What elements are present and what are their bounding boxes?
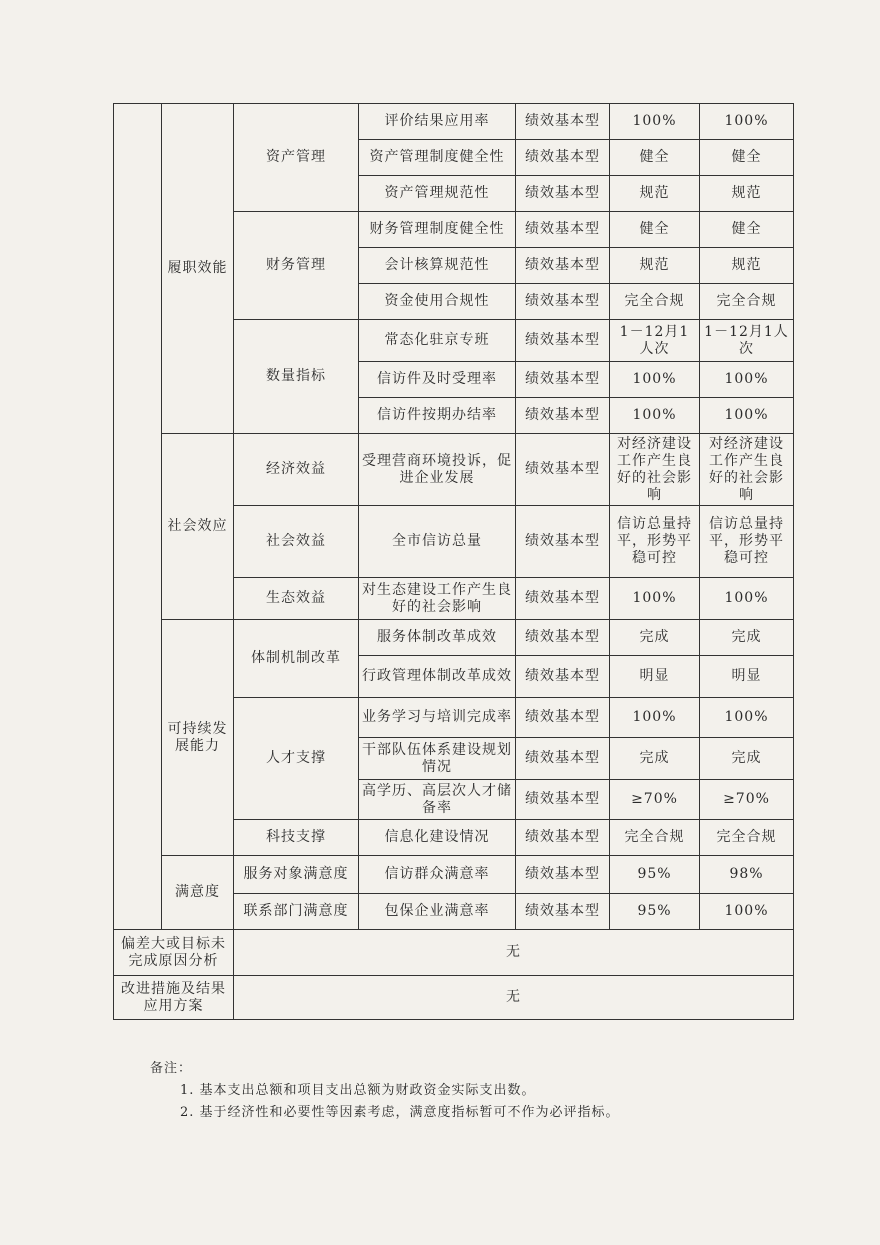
type-cell: 绩效基本型 — [516, 398, 610, 434]
level3-cell: 经济效益 — [234, 434, 359, 506]
type-cell: 绩效基本型 — [516, 506, 610, 578]
target-cell: 100% — [610, 698, 700, 738]
table-row — [114, 620, 794, 656]
level3-cell: 社会效益 — [234, 506, 359, 578]
level3-cell: 生态效益 — [234, 578, 359, 620]
target-cell: 明显 — [610, 656, 700, 698]
indicator-cell: 行政管理体制改革成效 — [359, 656, 516, 698]
deviation-value: 无 — [234, 930, 794, 976]
level3-cell: 人才支撑 — [234, 698, 359, 820]
type-cell: 绩效基本型 — [516, 104, 610, 140]
level3-cell: 服务对象满意度 — [234, 856, 359, 894]
indicator-cell: 干部队伍体系建设规划情况 — [359, 738, 516, 780]
target-cell: 100% — [610, 362, 700, 398]
actual-cell: 健全 — [700, 212, 794, 248]
target-cell: ≥70% — [610, 780, 700, 820]
actual-cell: 健全 — [700, 140, 794, 176]
indicator-cell: 信访件按期办结率 — [359, 398, 516, 434]
indicator-cell: 高学历、高层次人才储备率 — [359, 780, 516, 820]
actual-cell: 完成 — [700, 738, 794, 780]
target-cell: 100% — [610, 104, 700, 140]
target-cell: 95% — [610, 856, 700, 894]
target-cell: 95% — [610, 894, 700, 930]
indicator-cell: 资产管理规范性 — [359, 176, 516, 212]
actual-cell: 信访总量持平，形势平稳可控 — [700, 506, 794, 578]
target-cell: 规范 — [610, 248, 700, 284]
level3-cell: 财务管理 — [234, 212, 359, 320]
actual-cell: 100% — [700, 698, 794, 738]
type-cell: 绩效基本型 — [516, 780, 610, 820]
type-cell: 绩效基本型 — [516, 656, 610, 698]
type-cell: 绩效基本型 — [516, 248, 610, 284]
type-cell: 绩效基本型 — [516, 284, 610, 320]
indicator-cell: 常态化驻京专班 — [359, 320, 516, 362]
actual-cell: 98% — [700, 856, 794, 894]
actual-cell: 100% — [700, 398, 794, 434]
type-cell: 绩效基本型 — [516, 820, 610, 856]
target-cell: 对经济建设工作产生良好的社会影响 — [610, 434, 700, 506]
level2-cell: 履职效能 — [162, 104, 234, 434]
type-cell: 绩效基本型 — [516, 856, 610, 894]
actual-cell: 100% — [700, 894, 794, 930]
type-cell: 绩效基本型 — [516, 434, 610, 506]
table-row — [114, 856, 794, 894]
table-row — [114, 104, 794, 140]
indicator-cell: 业务学习与培训完成率 — [359, 698, 516, 738]
actual-cell: 1－12月1人次 — [700, 320, 794, 362]
actual-cell: 对经济建设工作产生良好的社会影响 — [700, 434, 794, 506]
type-cell: 绩效基本型 — [516, 578, 610, 620]
type-cell: 绩效基本型 — [516, 362, 610, 398]
deviation-row — [114, 930, 794, 976]
level2-cell: 社会效应 — [162, 434, 234, 620]
type-cell: 绩效基本型 — [516, 894, 610, 930]
target-cell: 100% — [610, 398, 700, 434]
target-cell: 信访总量持平，形势平稳可控 — [610, 506, 700, 578]
indicator-cell: 信访群众满意率 — [359, 856, 516, 894]
indicator-cell: 资金使用合规性 — [359, 284, 516, 320]
target-cell: 健全 — [610, 212, 700, 248]
target-cell: 1－12月1人次 — [610, 320, 700, 362]
actual-cell: 100% — [700, 362, 794, 398]
target-cell: 完全合规 — [610, 820, 700, 856]
improvement-row — [114, 976, 794, 1020]
improvement-label: 改进措施及结果应用方案 — [114, 976, 234, 1020]
type-cell: 绩效基本型 — [516, 320, 610, 362]
type-cell: 绩效基本型 — [516, 176, 610, 212]
table-row — [114, 434, 794, 506]
indicator-cell: 信息化建设情况 — [359, 820, 516, 856]
target-cell: 完全合规 — [610, 284, 700, 320]
target-cell: 健全 — [610, 140, 700, 176]
actual-cell: 完全合规 — [700, 820, 794, 856]
target-cell: 完成 — [610, 738, 700, 780]
level3-cell: 科技支撑 — [234, 820, 359, 856]
indicator-cell: 财务管理制度健全性 — [359, 212, 516, 248]
level1-cell — [114, 104, 162, 930]
type-cell: 绩效基本型 — [516, 140, 610, 176]
actual-cell: 完全合规 — [700, 284, 794, 320]
indicator-cell: 对生态建设工作产生良好的社会影响 — [359, 578, 516, 620]
indicator-cell: 评价结果应用率 — [359, 104, 516, 140]
level3-cell: 联系部门满意度 — [234, 894, 359, 930]
level2-cell: 可持续发展能力 — [162, 620, 234, 856]
actual-cell: 明显 — [700, 656, 794, 698]
notes — [150, 1058, 620, 1124]
level2-cell: 满意度 — [162, 856, 234, 930]
indicator-cell: 会计核算规范性 — [359, 248, 516, 284]
type-cell: 绩效基本型 — [516, 620, 610, 656]
indicator-cell: 包保企业满意率 — [359, 894, 516, 930]
level3-cell: 数量指标 — [234, 320, 359, 434]
indicator-cell: 信访件及时受理率 — [359, 362, 516, 398]
notes-title: 备注： — [150, 1061, 193, 1076]
actual-cell: 规范 — [700, 176, 794, 212]
type-cell: 绩效基本型 — [516, 698, 610, 738]
target-cell: 完成 — [610, 620, 700, 656]
actual-cell: ≥70% — [700, 780, 794, 820]
level3-cell: 资产管理 — [234, 104, 359, 212]
note-item: 2. 基于经济性和必要性等因素考虑，满意度指标暂可不作为必评指标。 — [180, 1105, 620, 1120]
performance-table — [113, 103, 794, 1020]
level3-cell: 体制机制改革 — [234, 620, 359, 698]
target-cell: 100% — [610, 578, 700, 620]
indicator-cell: 受理营商环境投诉，促进企业发展 — [359, 434, 516, 506]
actual-cell: 完成 — [700, 620, 794, 656]
type-cell: 绩效基本型 — [516, 212, 610, 248]
improvement-value: 无 — [234, 976, 794, 1020]
indicator-cell: 服务体制改革成效 — [359, 620, 516, 656]
actual-cell: 100% — [700, 578, 794, 620]
actual-cell: 100% — [700, 104, 794, 140]
target-cell: 规范 — [610, 176, 700, 212]
note-item: 1. 基本支出总额和项目支出总额为财政资金实际支出数。 — [180, 1083, 536, 1098]
indicator-cell: 全市信访总量 — [359, 506, 516, 578]
actual-cell: 规范 — [700, 248, 794, 284]
indicator-cell: 资产管理制度健全性 — [359, 140, 516, 176]
type-cell: 绩效基本型 — [516, 738, 610, 780]
deviation-label: 偏差大或目标未完成原因分析 — [114, 930, 234, 976]
